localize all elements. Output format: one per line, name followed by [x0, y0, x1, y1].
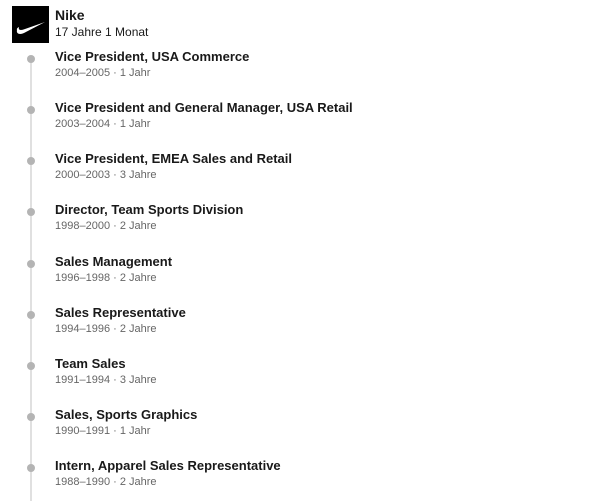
nike-swoosh-icon: [12, 6, 49, 43]
position-title: Vice President, EMEA Sales and Retail: [55, 151, 292, 166]
position-dates: 2003–2004 · 1 Jahr: [55, 118, 151, 130]
position-title: Director, Team Sports Division: [55, 202, 244, 217]
position-dates: 1994–1996 · 2 Jahre: [55, 323, 157, 335]
position-item: [0, 254, 600, 298]
company-duration: 17 Jahre 1 Monat: [55, 25, 149, 39]
timeline-dot: [27, 362, 35, 370]
position-title: Vice President, USA Commerce: [55, 49, 250, 64]
timeline-dot: [27, 106, 35, 114]
position-dates: 2004–2005 · 1 Jahr: [55, 67, 151, 79]
position-dates: 1990–1991 · 1 Jahr: [55, 425, 151, 437]
timeline-dot: [27, 260, 35, 268]
position-title: Team Sales: [55, 356, 126, 371]
position-item: [0, 305, 600, 349]
company-name[interactable]: Nike: [55, 7, 85, 23]
position-dates: 1988–1990 · 2 Jahre: [55, 476, 157, 488]
position-title: Sales Management: [55, 254, 173, 269]
position-dates: 1996–1998 · 2 Jahre: [55, 272, 157, 284]
timeline-dot: [27, 55, 35, 63]
position-title: Sales, Sports Graphics: [55, 407, 198, 422]
position-item: [0, 458, 600, 502]
timeline-dot: [27, 464, 35, 472]
position-title: Intern, Apparel Sales Representative: [55, 458, 281, 473]
timeline-dot: [27, 208, 35, 216]
position-title: Vice President and General Manager, USA Retail: [55, 100, 353, 115]
company-logo[interactable]: [12, 6, 49, 43]
position-item: [0, 202, 600, 246]
position-dates: 1991–1994 · 3 Jahre: [55, 374, 157, 386]
timeline-dot: [27, 157, 35, 165]
position-item: [0, 407, 600, 451]
position-item: [0, 151, 600, 195]
position-item: [0, 100, 600, 144]
timeline-dot: [27, 311, 35, 319]
position-dates: 1998–2000 · 2 Jahre: [55, 220, 157, 232]
position-title: Sales Representative: [55, 305, 186, 320]
position-item: [0, 356, 600, 400]
position-dates: 2000–2003 · 3 Jahre: [55, 169, 157, 181]
position-item: [0, 49, 600, 93]
timeline-dot: [27, 413, 35, 421]
